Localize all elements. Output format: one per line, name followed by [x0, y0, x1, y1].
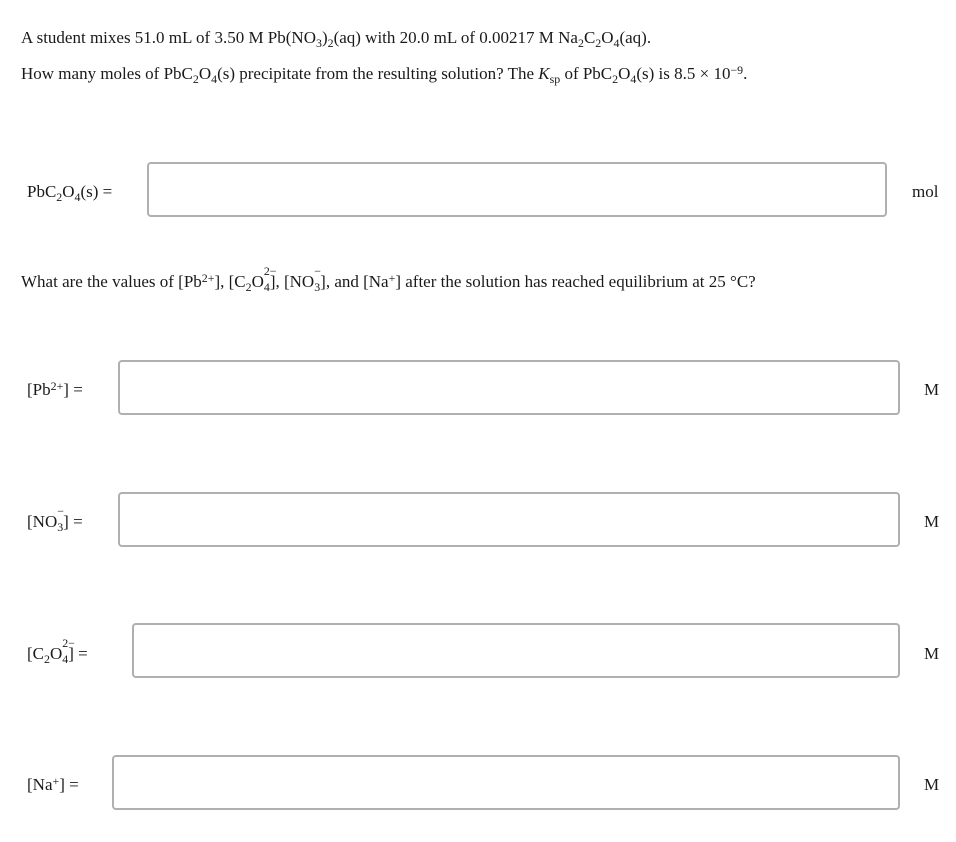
label-text: (s) = — [80, 182, 113, 201]
pbc2o4-unit: mol — [912, 182, 939, 201]
question-text: of PbC — [560, 64, 613, 83]
question-text: O — [251, 272, 264, 291]
subscript: 3 — [57, 520, 64, 535]
subscript: 4 — [613, 36, 620, 51]
no3-concentration-input[interactable] — [118, 492, 900, 547]
na-unit: M — [924, 775, 940, 794]
no3-label — [27, 504, 83, 535]
question-text: (aq). — [619, 28, 652, 47]
label-text: [Na — [27, 775, 53, 794]
subscript: 4 — [263, 280, 270, 295]
superscript: 2− — [62, 636, 75, 651]
pbc2o4-label — [27, 182, 113, 205]
ksp-symbol: K — [538, 64, 550, 83]
label-text: ] = — [59, 775, 79, 794]
question-text: ) — [321, 28, 328, 47]
subscript: 2 — [595, 36, 602, 51]
pb-concentration-input[interactable] — [118, 360, 900, 415]
subscript: 2 — [56, 190, 63, 205]
question-text: (s) is 8.5 × 10 — [636, 64, 731, 83]
question-line-1 — [21, 28, 652, 51]
question-line-3 — [21, 264, 756, 295]
subscript: 4 — [630, 72, 637, 87]
label-text: O — [62, 182, 75, 201]
subscript: 2 — [44, 652, 50, 667]
superscript: −9 — [730, 62, 744, 77]
question-text: ], [NO — [269, 272, 315, 291]
pb-label — [27, 380, 83, 400]
label-text: ] = — [63, 512, 83, 531]
ion-script — [62, 636, 75, 667]
c2o4-unit: M — [924, 644, 940, 663]
question-text: How many moles of PbC — [21, 64, 193, 83]
superscript: 2+ — [201, 270, 215, 285]
question-text: ], [C — [214, 272, 246, 291]
question-line-2 — [21, 62, 748, 87]
subscript: 2 — [577, 36, 584, 51]
no3-unit: M — [924, 512, 940, 531]
question-text: O — [198, 64, 212, 83]
question-text: O — [601, 28, 614, 47]
label-text: O — [49, 644, 63, 663]
superscript: 2+ — [50, 378, 64, 393]
subscript: 2 — [192, 72, 199, 87]
superscript: − — [314, 264, 321, 279]
pbc2o4-moles-input[interactable] — [147, 162, 887, 217]
superscript: + — [388, 270, 396, 285]
subscript: 3 — [314, 280, 321, 295]
label-text: ] = — [68, 644, 88, 663]
label-text: ] = — [63, 380, 83, 399]
question-text: ] after the solution has reached equilibrium at 25 °C? — [395, 272, 756, 291]
subscript: 4 — [211, 72, 218, 87]
superscript: + — [52, 773, 60, 788]
question-text: ], and [Na — [320, 272, 389, 291]
ion-script — [314, 264, 321, 295]
superscript: 2− — [263, 264, 277, 279]
question-text: (aq) with 20.0 mL of 0.00217 M Na — [333, 28, 578, 47]
subscript: 4 — [74, 190, 81, 205]
c2o4-concentration-input[interactable] — [132, 623, 900, 678]
question-text: What are the values of [Pb — [21, 272, 202, 291]
subscript: 2 — [245, 280, 252, 295]
subscript: 2 — [612, 72, 619, 87]
question-text: A student mixes 51.0 mL of 3.50 M Pb(NO — [21, 28, 316, 47]
label-text: [Pb — [27, 380, 51, 399]
label-text: [NO — [27, 512, 58, 531]
question-text: . — [743, 64, 748, 83]
subscript: 2 — [327, 36, 334, 51]
na-concentration-input[interactable] — [112, 755, 900, 810]
c2o4-label — [27, 636, 88, 667]
subscript: sp — [549, 72, 561, 87]
label-text: [C — [27, 644, 44, 663]
na-label — [27, 775, 79, 795]
ion-script — [263, 264, 277, 295]
subscript: 4 — [62, 652, 69, 667]
question-text: O — [618, 64, 631, 83]
question-text: (s) precipitate from the resulting solution? The — [217, 64, 539, 83]
ion-script — [57, 504, 64, 535]
subscript: 3 — [315, 36, 322, 51]
pb-unit: M — [924, 380, 940, 399]
question-text: C — [583, 28, 596, 47]
superscript: − — [57, 504, 64, 519]
label-text: PbC — [27, 182, 57, 201]
